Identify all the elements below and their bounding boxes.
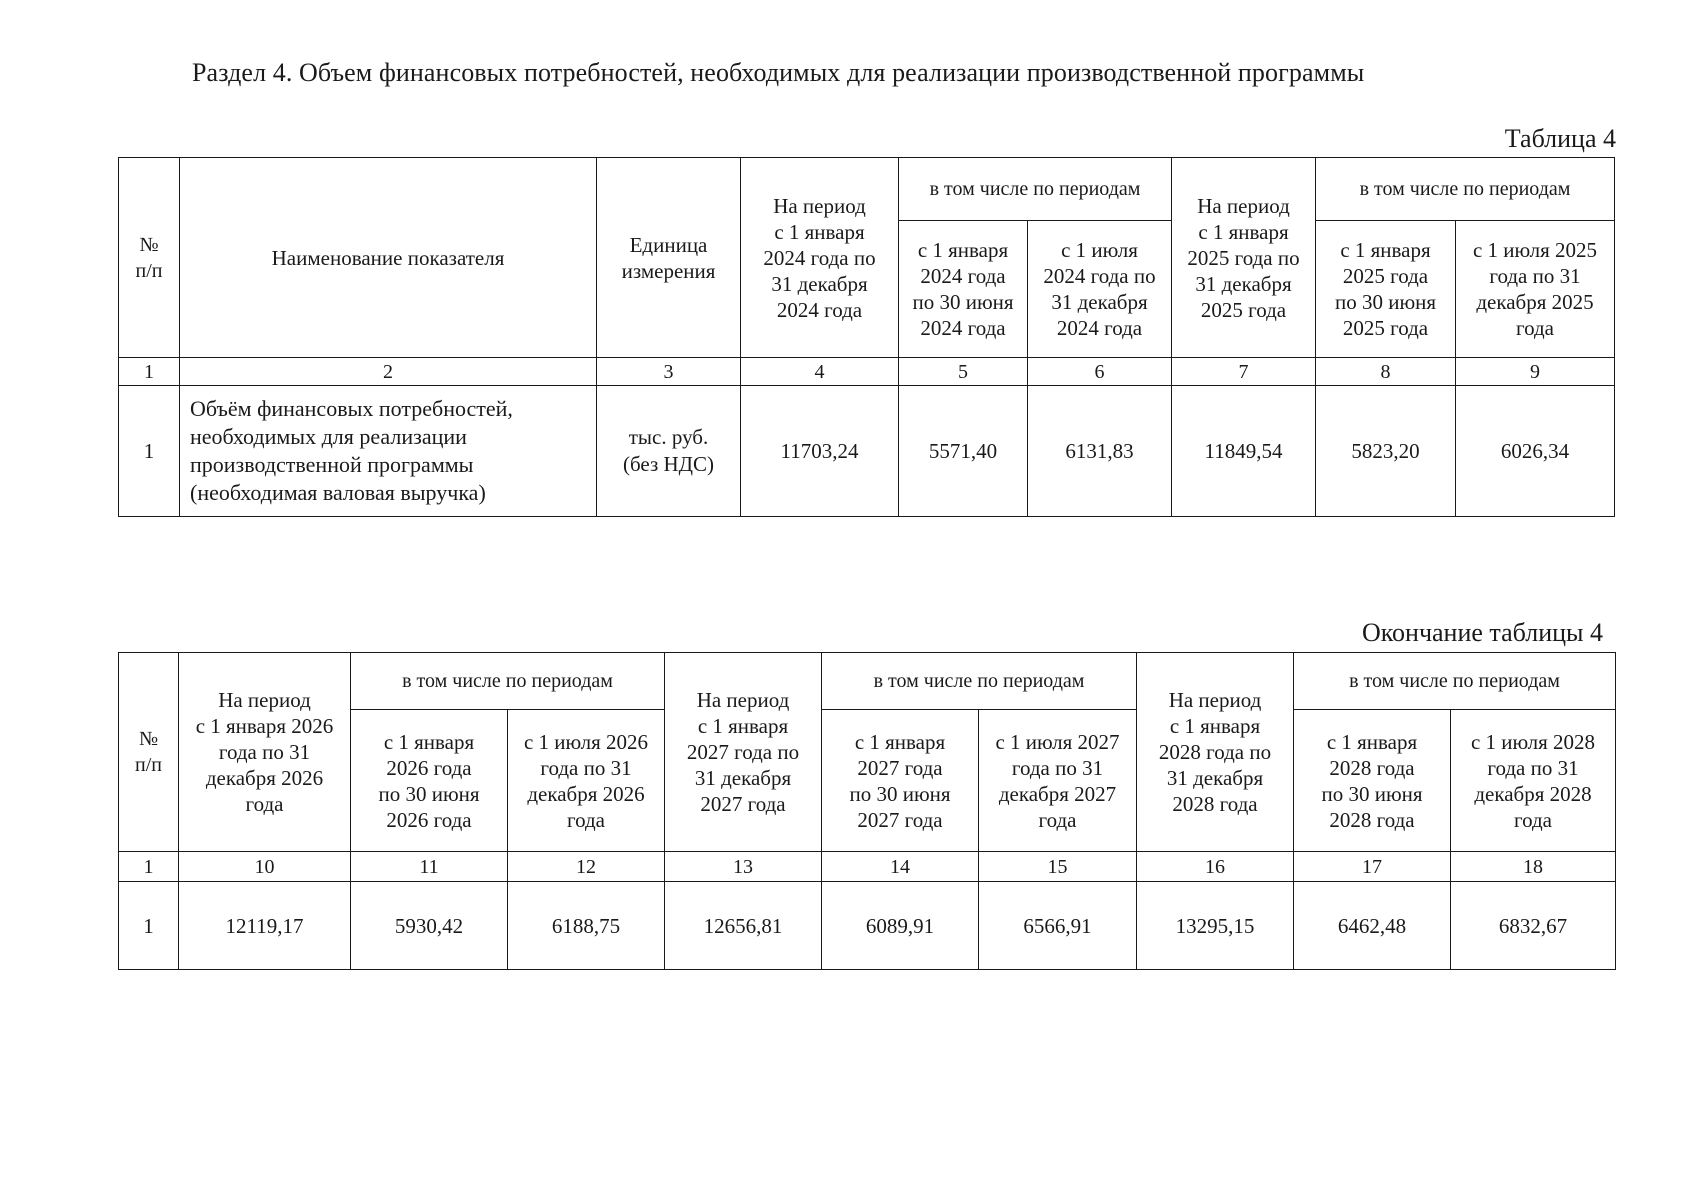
indicator-name: Объём финансовых потребностей, необходимых для реализации производственной программы (необходимая валовая выручка) [180, 386, 597, 517]
column-numbers-row [119, 852, 1616, 882]
value-h1-2026: 5930,42 [351, 882, 508, 970]
column-number: 9 [1456, 358, 1615, 386]
header-row-number: № п/п [119, 158, 180, 358]
financial-needs-table-continuation [118, 652, 1616, 970]
row-number: 1 [119, 386, 180, 517]
value-h1-2025: 5823,20 [1316, 386, 1456, 517]
value-h1-2028: 6462,48 [1294, 882, 1451, 970]
unit-value: тыс. руб. (без НДС) [597, 386, 741, 517]
value-h2-2027: 6566,91 [979, 882, 1137, 970]
column-number: 11 [351, 852, 508, 882]
table-continuation-caption: Окончание таблицы 4 [1361, 618, 1603, 647]
table-row [119, 386, 1615, 517]
column-numbers-row [119, 358, 1615, 386]
header-row-number: № п/п [119, 653, 179, 852]
column-number: 3 [597, 358, 741, 386]
column-number: 13 [665, 852, 822, 882]
header-including-periods-2026: в том числе по периодам [351, 653, 665, 710]
header-period-2024: На период с 1 января 2024 года по 31 декабря 2024 года [741, 158, 899, 358]
header-including-periods-2027: в том числе по периодам [822, 653, 1137, 710]
value-h2-2026: 6188,75 [508, 882, 665, 970]
section-title: Раздел 4. Объем финансовых потребностей, необходимых для реализации производственной программы [192, 58, 1365, 87]
column-number: 14 [822, 852, 979, 882]
value-period-2025: 11849,54 [1172, 386, 1316, 517]
value-h2-2025: 6026,34 [1456, 386, 1615, 517]
column-number: 10 [179, 852, 351, 882]
header-h1-2028: с 1 января 2028 года по 30 июня 2028 года [1294, 710, 1451, 852]
column-number: 4 [741, 358, 899, 386]
column-number: 6 [1028, 358, 1172, 386]
header-h1-2025: с 1 января 2025 года по 30 июня 2025 года [1316, 221, 1456, 358]
column-number: 5 [899, 358, 1028, 386]
column-number: 7 [1172, 358, 1316, 386]
value-period-2028: 13295,15 [1137, 882, 1294, 970]
header-including-periods-2028: в том числе по периодам [1294, 653, 1616, 710]
header-h2-2028: с 1 июля 2028 года по 31 декабря 2028 года [1451, 710, 1616, 852]
financial-needs-table [118, 157, 1615, 517]
value-h2-2028: 6832,67 [1451, 882, 1616, 970]
header-period-2025: На период с 1 января 2025 года по 31 декабря 2025 года [1172, 158, 1316, 358]
header-h2-2025: с 1 июля 2025 года по 31 декабря 2025 года [1456, 221, 1615, 358]
column-number: 8 [1316, 358, 1456, 386]
value-h2-2024: 6131,83 [1028, 386, 1172, 517]
value-period-2024: 11703,24 [741, 386, 899, 517]
column-number: 1 [119, 852, 179, 882]
header-h2-2027: с 1 июля 2027 года по 31 декабря 2027 года [979, 710, 1137, 852]
column-number: 17 [1294, 852, 1451, 882]
header-including-periods-2025: в том числе по периодам [1316, 158, 1615, 221]
value-h1-2027: 6089,91 [822, 882, 979, 970]
header-h1-2024: с 1 января 2024 года по 30 июня 2024 года [899, 221, 1028, 358]
header-h1-2026: с 1 января 2026 года по 30 июня 2026 года [351, 710, 508, 852]
header-indicator-name: Наименование показателя [180, 158, 597, 358]
header-period-2028: На период с 1 января 2028 года по 31 декабря 2028 года [1137, 653, 1294, 852]
value-period-2027: 12656,81 [665, 882, 822, 970]
header-h2-2026: с 1 июля 2026 года по 31 декабря 2026 года [508, 710, 665, 852]
header-including-periods-2024: в том числе по периодам [899, 158, 1172, 221]
column-number: 16 [1137, 852, 1294, 882]
value-period-2026: 12119,17 [179, 882, 351, 970]
header-h2-2024: с 1 июля 2024 года по 31 декабря 2024 года [1028, 221, 1172, 358]
column-number: 1 [119, 358, 180, 386]
table-caption: Таблица 4 [1504, 124, 1616, 153]
column-number: 18 [1451, 852, 1616, 882]
column-number: 12 [508, 852, 665, 882]
table-row [119, 882, 1616, 970]
header-period-2027: На период с 1 января 2027 года по 31 декабря 2027 года [665, 653, 822, 852]
header-unit: Единица измерения [597, 158, 741, 358]
column-number: 15 [979, 852, 1137, 882]
column-number: 2 [180, 358, 597, 386]
header-period-2026: На период с 1 января 2026 года по 31 декабря 2026 года [179, 653, 351, 852]
row-number: 1 [119, 882, 179, 970]
header-h1-2027: с 1 января 2027 года по 30 июня 2027 года [822, 710, 979, 852]
value-h1-2024: 5571,40 [899, 386, 1028, 517]
